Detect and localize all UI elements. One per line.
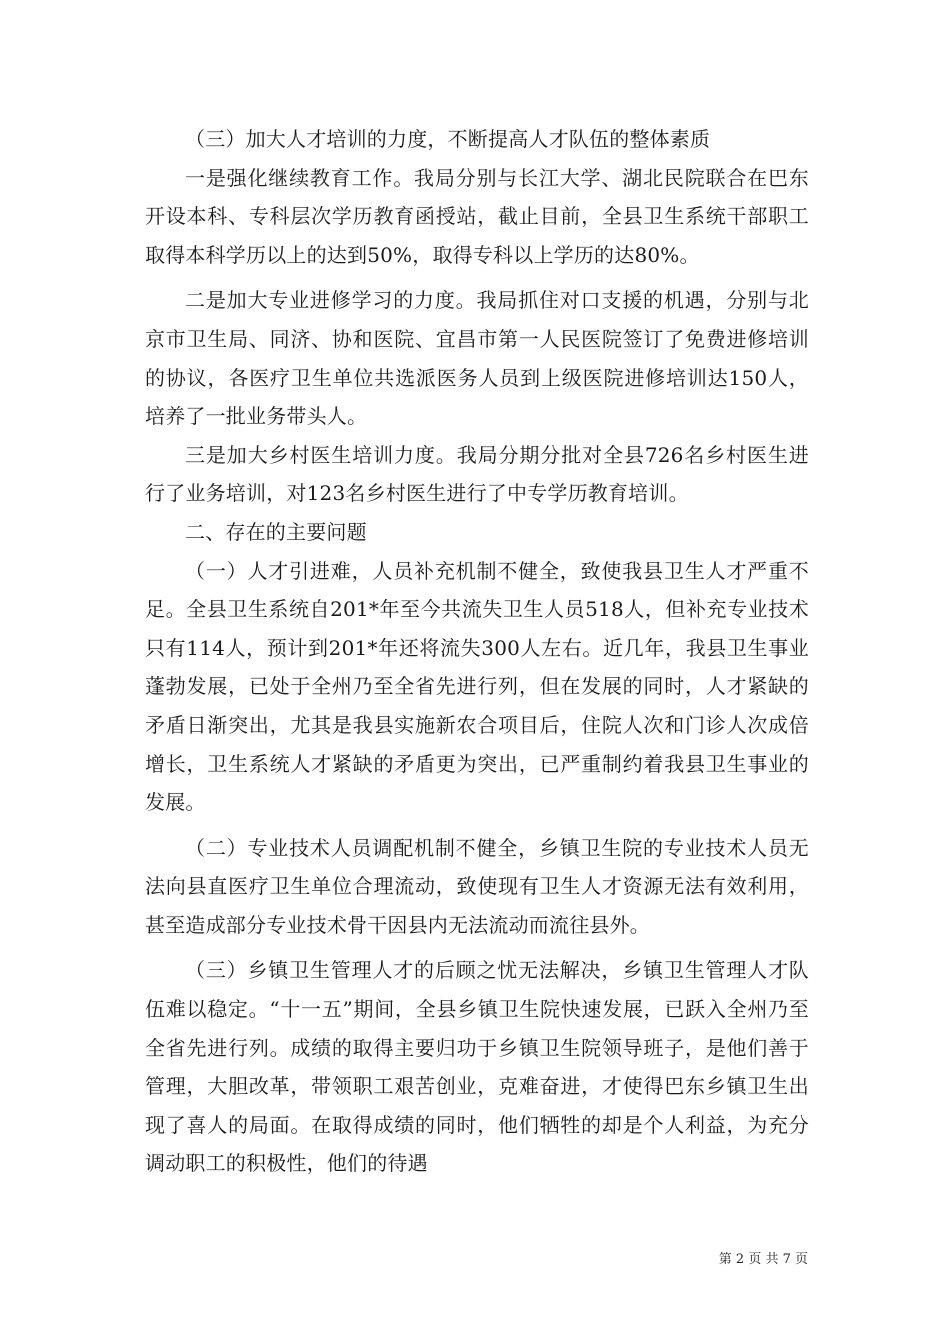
section-heading-training: （三）加大人才培训的力度，不断提高人才队伍的整体素质	[185, 127, 711, 151]
paragraph-continuing-education: 一是强化继续教育工作。我局分别与长江大学、湖北民院联合在巴东开设本科、专科层次学历教育函授站，截止目前，全县卫生系统干部职工取得本科学历以上的达到50%，取得专科以上学历的达80%。	[145, 165, 809, 267]
document-body	[145, 120, 809, 1183]
paragraph-village-doctor-training: 三是加大乡村医生培训力度。我局分期分批对全县726名乡村医生进行了业务培训，对123名乡村医生进行了中专学历教育培训。	[145, 442, 809, 506]
paragraph-problem-management: （三）乡镇卫生管理人才的后顾之忧无法解决，乡镇卫生管理人才队伍难以稳定。“十一五”期间，全县乡镇卫生院快速发展，已跃入全州乃至全省先进行列。成绩的取得主要归功于乡镇卫生院领导班子，是他们善于管理，大胆改革，带领职工艰苦创业，克难奋进，才使得巴东乡镇卫生出现了喜人的局面。在取得成绩的同时，他们牺牲的却是个人利益，为充分调动职工的积极性，他们的待遇	[145, 958, 809, 1176]
paragraph-advanced-study: 二是加大专业进修学习的力度。我局抓住对口支援的机遇，分别与北京市卫生局、同济、协和医院、宜昌市第一人民医院签订了免费进修培训的协议，各医疗卫生单位共选派医务人员到上级医院进修培训达150人，培养了一批业务带头人。	[145, 288, 809, 429]
section-heading-problems: 二、存在的主要问题	[185, 519, 367, 544]
page-number-footer: 第 2 页 共 7 页	[718, 1252, 808, 1267]
paragraph-problem-allocation: （二）专业技术人员调配机制不健全，乡镇卫生院的专业技术人员无法向县直医疗卫生单位合理流动，致使现有卫生人才资源无法有效利用，甚至造成部分专业技术骨干因县内无法流动而流往县外。	[145, 835, 809, 937]
paragraph-problem-recruitment: （一）人才引进难，人员补充机制不健全，致使我县卫生人才严重不足。全县卫生系统自201*年至今共流失卫生人员518人，但补充专业技术只有114人，预计到201*年还将流失300人左右。近几年，我县卫生事业蓬勃发展，已处于全州乃至全省先进行列，但在发展的同时，人才紧缺的矛盾日渐突出，尤其是我县实施新农合项目后，住院人次和门诊人次成倍增长，卫生系统人才紧缺的矛盾更为突出，已严重制约着我县卫生事业的发展。	[145, 558, 809, 815]
